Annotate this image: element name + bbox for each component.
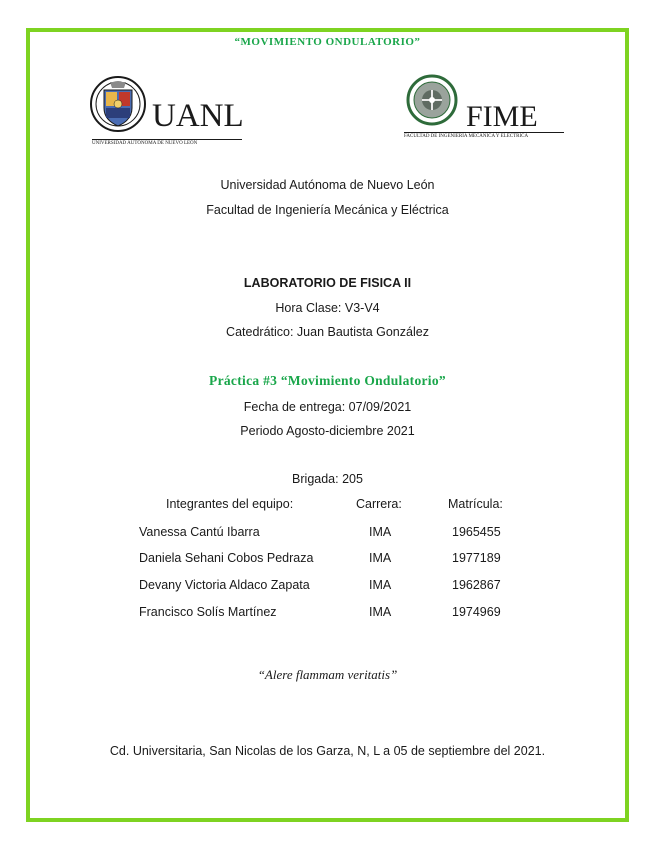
uanl-subtitle: UNIVERSIDAD AUTÓNOMA DE NUEVO LEÓN <box>92 139 242 146</box>
university-name: Universidad Autónoma de Nuevo León <box>220 178 435 192</box>
member-career: IMA <box>369 551 392 565</box>
header-title: “MOVIMIENTO ONDULATORIO” <box>234 36 421 48</box>
member-name: Daniela Sehani Cobos Pedraza <box>139 551 314 565</box>
motto: “Alere flammam veritatis” <box>257 667 398 682</box>
fime-emblem-icon <box>406 74 458 128</box>
academic-period: Periodo Agosto-diciembre 2021 <box>240 424 415 438</box>
member-career: IMA <box>369 605 392 619</box>
fime-logo <box>404 74 570 146</box>
header-id: Matrícula: <box>448 497 503 511</box>
member-career: IMA <box>369 525 392 539</box>
member-name: Francisco Solís Martínez <box>139 605 277 619</box>
course-schedule: Hora Clase: V3-V4 <box>275 301 380 315</box>
due-date: Fecha de entrega: 07/09/2021 <box>243 400 412 414</box>
member-name: Vanessa Cantú Ibarra <box>139 525 260 539</box>
footer-location-date: Cd. Universitaria, San Nicolas de los Garza, N, L a 05 de septiembre del 2021. <box>109 744 546 758</box>
header-members: Integrantes del equipo: <box>166 497 294 511</box>
fime-subtitle: FACULTAD DE INGENIERÍA MECÁNICA Y ELÉCTRICA <box>404 132 564 139</box>
uanl-wordmark: UANL <box>152 98 244 134</box>
brigade: Brigada: 205 <box>292 472 363 486</box>
member-name: Devany Victoria Aldaco Zapata <box>139 578 310 592</box>
faculty-name: Facultad de Ingeniería Mecánica y Eléctrica <box>206 203 449 217</box>
member-id: 1965455 <box>452 525 501 539</box>
uanl-shield-icon <box>90 74 146 136</box>
member-career: IMA <box>369 578 392 592</box>
uanl-logo <box>90 74 250 146</box>
header-career: Carrera: <box>356 497 402 511</box>
course-professor: Catedrático: Juan Bautista González <box>226 325 429 339</box>
fime-wordmark: FIME <box>466 100 538 133</box>
practice-title: Práctica #3 “Movimiento Ondulatorio” <box>209 373 446 388</box>
course-name: LABORATORIO DE FISICA II <box>243 276 412 290</box>
member-id: 1962867 <box>452 578 501 592</box>
member-id: 1977189 <box>452 551 501 565</box>
member-id: 1974969 <box>452 605 501 619</box>
